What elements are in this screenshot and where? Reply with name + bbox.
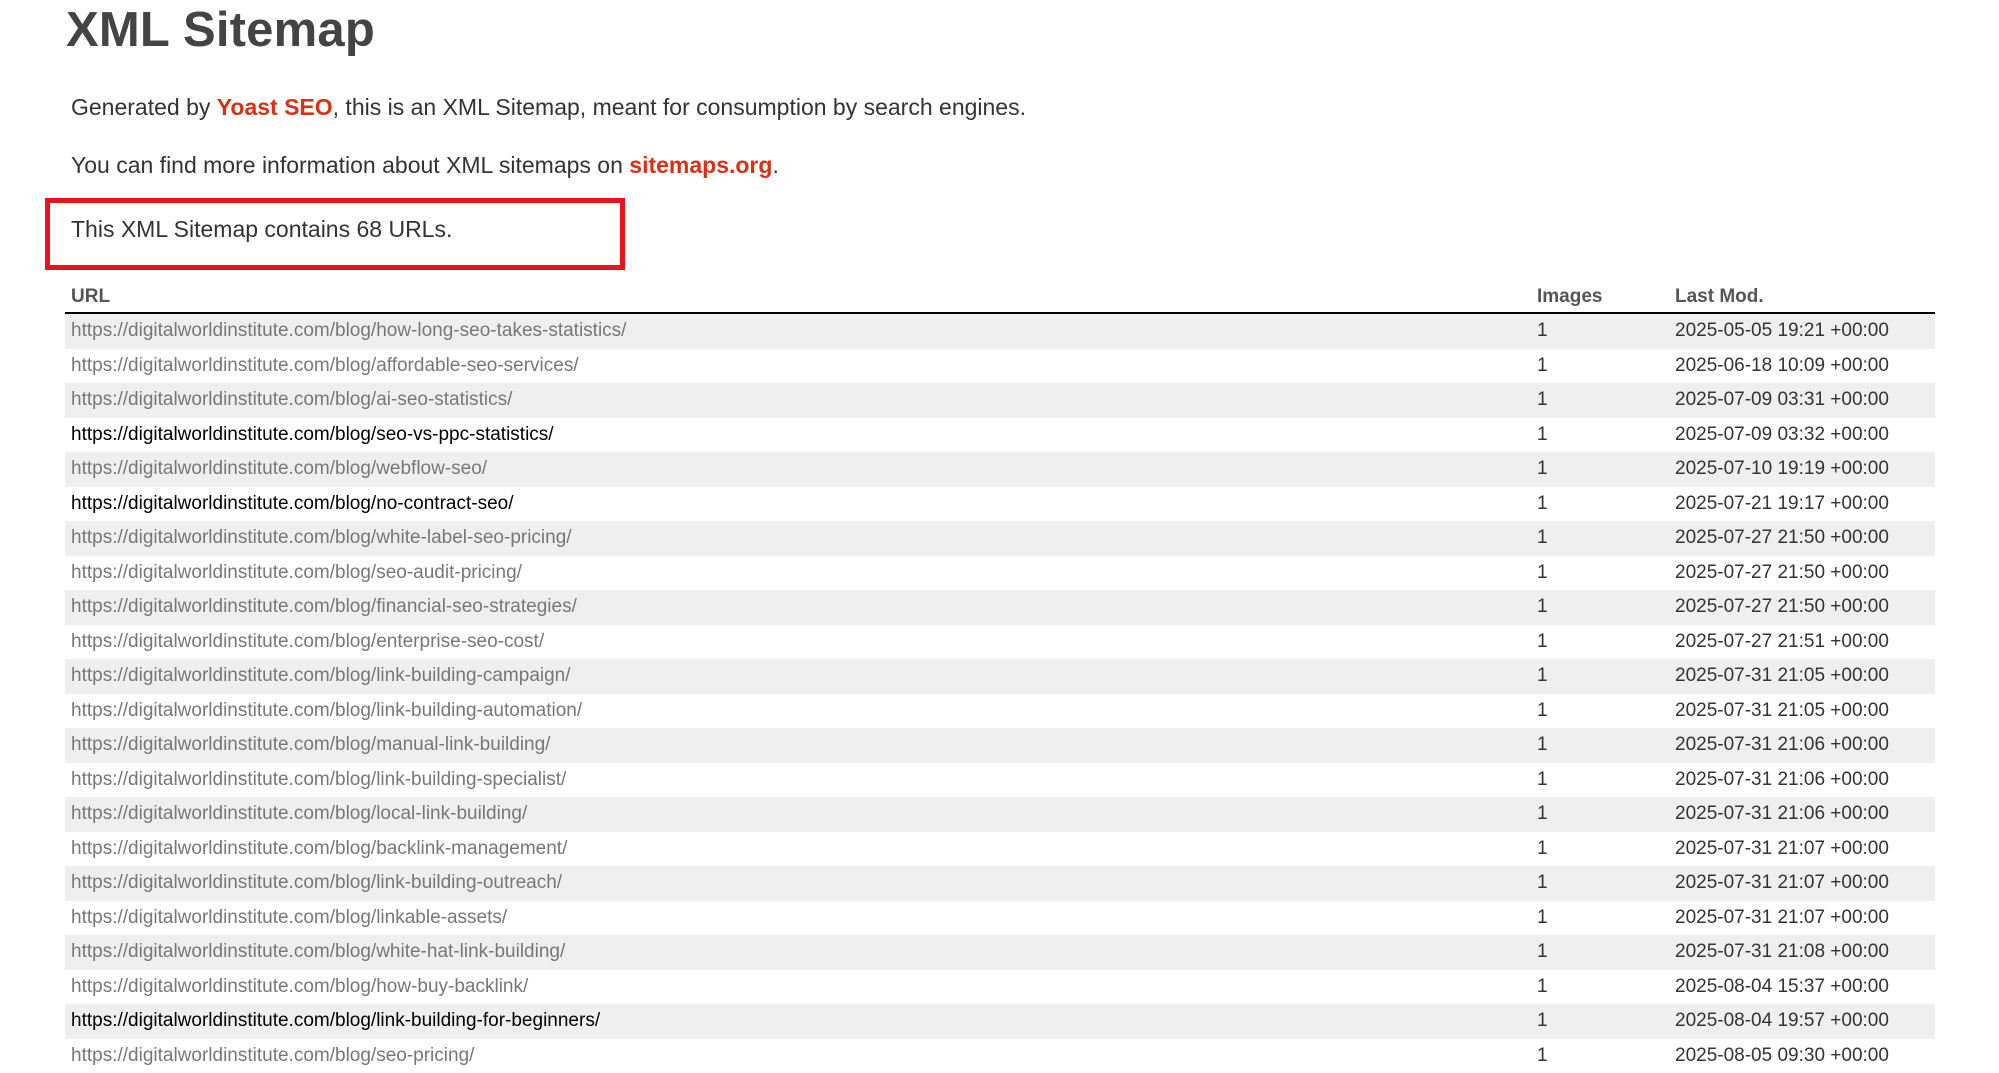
header-url[interactable]: URL [65, 282, 1531, 313]
cell-images: 1 [1531, 487, 1669, 522]
cell-images: 1 [1531, 349, 1669, 384]
info-prefix: You can find more information about XML sitemaps on [71, 152, 629, 178]
table-row [65, 935, 1935, 970]
table-row [65, 452, 1935, 487]
table-row [65, 901, 1935, 936]
sitemaps-org-link[interactable]: sitemaps.org [629, 152, 772, 178]
header-images[interactable]: Images [1531, 282, 1669, 313]
cell-last-mod: 2025-07-27 21:51 +00:00 [1669, 625, 1935, 660]
cell-url [65, 970, 1531, 1005]
sitemap-url-link[interactable]: https://digitalworldinstitute.com/blog/backlink-management/ [71, 838, 567, 859]
cell-url [65, 901, 1531, 936]
cell-images: 1 [1531, 970, 1669, 1005]
cell-url [65, 797, 1531, 832]
cell-last-mod: 2025-07-27 21:50 +00:00 [1669, 556, 1935, 591]
cell-last-mod: 2025-07-31 21:06 +00:00 [1669, 797, 1935, 832]
page-title: XML Sitemap [66, 2, 375, 58]
cell-url [65, 487, 1531, 522]
sitemap-url-link[interactable]: https://digitalworldinstitute.com/blog/affordable-seo-services/ [71, 355, 579, 376]
intro-paragraph [71, 94, 1026, 121]
table-body [65, 313, 1935, 1073]
sitemap-url-link[interactable]: https://digitalworldinstitute.com/blog/seo-vs-ppc-statistics/ [71, 424, 554, 445]
cell-images: 1 [1531, 452, 1669, 487]
header-last-mod[interactable]: Last Mod. [1669, 282, 1935, 313]
table-row [65, 625, 1935, 660]
cell-last-mod: 2025-07-31 21:05 +00:00 [1669, 659, 1935, 694]
cell-last-mod: 2025-07-31 21:06 +00:00 [1669, 728, 1935, 763]
cell-url [65, 590, 1531, 625]
cell-last-mod: 2025-07-09 03:32 +00:00 [1669, 418, 1935, 453]
cell-url [65, 1039, 1531, 1073]
cell-last-mod: 2025-07-31 21:05 +00:00 [1669, 694, 1935, 729]
table-row [65, 866, 1935, 901]
sitemap-table [65, 282, 1935, 1073]
table-row [65, 383, 1935, 418]
cell-images: 1 [1531, 556, 1669, 591]
table-row [65, 763, 1935, 798]
table-row [65, 728, 1935, 763]
sitemap-url-link[interactable]: https://digitalworldinstitute.com/blog/how-long-seo-takes-statistics/ [71, 320, 626, 341]
cell-url [65, 866, 1531, 901]
cell-last-mod: 2025-07-21 19:17 +00:00 [1669, 487, 1935, 522]
cell-last-mod: 2025-07-31 21:06 +00:00 [1669, 763, 1935, 798]
cell-images: 1 [1531, 1039, 1669, 1073]
table-row [65, 797, 1935, 832]
cell-last-mod: 2025-08-05 09:30 +00:00 [1669, 1039, 1935, 1073]
cell-url [65, 556, 1531, 591]
cell-last-mod: 2025-07-09 03:31 +00:00 [1669, 383, 1935, 418]
cell-url [65, 659, 1531, 694]
table-row [65, 659, 1935, 694]
sitemap-url-link[interactable]: https://digitalworldinstitute.com/blog/white-label-seo-pricing/ [71, 527, 572, 548]
cell-last-mod: 2025-05-05 19:21 +00:00 [1669, 313, 1935, 349]
sitemap-url-link[interactable]: https://digitalworldinstitute.com/blog/link-building-outreach/ [71, 872, 562, 893]
cell-last-mod: 2025-07-10 19:19 +00:00 [1669, 452, 1935, 487]
table-row [65, 590, 1935, 625]
cell-url [65, 694, 1531, 729]
cell-url [65, 935, 1531, 970]
sitemap-url-link[interactable]: https://digitalworldinstitute.com/blog/webflow-seo/ [71, 458, 487, 479]
intro-suffix: , this is an XML Sitemap, meant for consumption by search engines. [333, 94, 1026, 120]
table-row [65, 970, 1935, 1005]
table-row [65, 1004, 1935, 1039]
cell-url [65, 763, 1531, 798]
cell-images: 1 [1531, 590, 1669, 625]
sitemap-url-link[interactable]: https://digitalworldinstitute.com/blog/ai-seo-statistics/ [71, 389, 512, 410]
cell-images: 1 [1531, 383, 1669, 418]
table-header [65, 282, 1935, 313]
yoast-seo-link[interactable]: Yoast SEO [217, 94, 333, 120]
sitemap-url-link[interactable]: https://digitalworldinstitute.com/blog/manual-link-building/ [71, 734, 550, 755]
cell-last-mod: 2025-07-27 21:50 +00:00 [1669, 590, 1935, 625]
cell-images: 1 [1531, 797, 1669, 832]
cell-images: 1 [1531, 313, 1669, 349]
cell-last-mod: 2025-07-31 21:07 +00:00 [1669, 901, 1935, 936]
info-suffix: . [772, 152, 778, 178]
cell-last-mod: 2025-07-31 21:07 +00:00 [1669, 832, 1935, 867]
table-row [65, 556, 1935, 591]
cell-images: 1 [1531, 659, 1669, 694]
sitemap-url-link[interactable]: https://digitalworldinstitute.com/blog/white-hat-link-building/ [71, 941, 565, 962]
intro-prefix: Generated by [71, 94, 217, 120]
cell-url [65, 1004, 1531, 1039]
sitemap-url-link[interactable]: https://digitalworldinstitute.com/blog/seo-pricing/ [71, 1045, 474, 1066]
cell-url [65, 832, 1531, 867]
table-row [65, 832, 1935, 867]
header-row [65, 282, 1935, 313]
cell-last-mod: 2025-08-04 15:37 +00:00 [1669, 970, 1935, 1005]
cell-images: 1 [1531, 728, 1669, 763]
cell-images: 1 [1531, 625, 1669, 660]
table-row [65, 313, 1935, 349]
cell-url [65, 313, 1531, 349]
table-row [65, 349, 1935, 384]
cell-url [65, 625, 1531, 660]
sitemap-url-link[interactable]: https://digitalworldinstitute.com/blog/how-buy-backlink/ [71, 976, 528, 997]
sitemap-url-link[interactable]: https://digitalworldinstitute.com/blog/financial-seo-strategies/ [71, 596, 577, 617]
cell-last-mod: 2025-07-27 21:50 +00:00 [1669, 521, 1935, 556]
sitemap-url-link[interactable]: https://digitalworldinstitute.com/blog/link-building-campaign/ [71, 665, 571, 686]
cell-images: 1 [1531, 935, 1669, 970]
cell-images: 1 [1531, 901, 1669, 936]
table-row [65, 694, 1935, 729]
cell-last-mod: 2025-07-31 21:07 +00:00 [1669, 866, 1935, 901]
cell-images: 1 [1531, 694, 1669, 729]
cell-images: 1 [1531, 1004, 1669, 1039]
cell-url [65, 521, 1531, 556]
cell-last-mod: 2025-08-04 19:57 +00:00 [1669, 1004, 1935, 1039]
cell-url [65, 728, 1531, 763]
table-row [65, 1039, 1935, 1073]
cell-images: 1 [1531, 521, 1669, 556]
sitemap-url-link[interactable]: https://digitalworldinstitute.com/blog/enterprise-seo-cost/ [71, 631, 544, 652]
cell-url [65, 383, 1531, 418]
url-count-text: This XML Sitemap contains 68 URLs. [71, 216, 452, 243]
table-row [65, 487, 1935, 522]
cell-last-mod: 2025-07-31 21:08 +00:00 [1669, 935, 1935, 970]
table-row [65, 418, 1935, 453]
cell-url [65, 349, 1531, 384]
sitemap-url-link[interactable]: https://digitalworldinstitute.com/blog/seo-audit-pricing/ [71, 562, 522, 583]
cell-images: 1 [1531, 418, 1669, 453]
table-row [65, 521, 1935, 556]
cell-images: 1 [1531, 763, 1669, 798]
sitemap-url-link[interactable]: https://digitalworldinstitute.com/blog/link-building-for-beginners/ [71, 1010, 600, 1031]
cell-url [65, 418, 1531, 453]
cell-images: 1 [1531, 832, 1669, 867]
sitemap-url-link[interactable]: https://digitalworldinstitute.com/blog/local-link-building/ [71, 803, 527, 824]
info-paragraph [71, 152, 779, 179]
sitemap-url-link[interactable]: https://digitalworldinstitute.com/blog/linkable-assets/ [71, 907, 507, 928]
sitemap-url-link[interactable]: https://digitalworldinstitute.com/blog/link-building-automation/ [71, 700, 582, 721]
sitemap-url-link[interactable]: https://digitalworldinstitute.com/blog/no-contract-seo/ [71, 493, 514, 514]
cell-images: 1 [1531, 866, 1669, 901]
cell-url [65, 452, 1531, 487]
cell-last-mod: 2025-06-18 10:09 +00:00 [1669, 349, 1935, 384]
sitemap-url-link[interactable]: https://digitalworldinstitute.com/blog/link-building-specialist/ [71, 769, 566, 790]
